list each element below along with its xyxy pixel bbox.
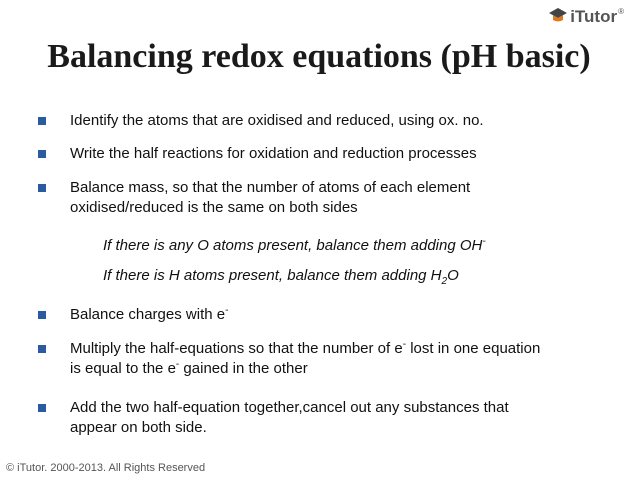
sub-text: If there is any O atoms present, balance them adding OH <box>103 237 483 254</box>
bullet-text-part: Multiply the half-equations so that the number of e <box>70 340 403 357</box>
bullet-text: Write the half reactions for oxidation and reduction processes <box>70 145 477 162</box>
bullet-text-part: Balance charges with e <box>70 306 226 323</box>
sub-subscript: 2 <box>441 276 448 287</box>
bullet-text <box>70 339 610 379</box>
bullet-text-line: Balance mass, so that the number of atoms of each element <box>70 179 471 196</box>
sub-text: If there is H atoms present, balance them adding H <box>103 267 442 284</box>
bullet-text: Identify the atoms that are oxidised and reduced, using ox. no. <box>70 112 484 129</box>
bullet-square-icon <box>38 184 46 192</box>
bullet-square-icon <box>38 345 46 353</box>
slide-title: Balancing redox equations (pH basic) <box>47 38 591 75</box>
bullet-square-icon <box>38 150 46 158</box>
logo-text: iTutor <box>570 7 618 26</box>
graduation-cap-icon <box>548 6 568 26</box>
bullet-square-icon <box>38 404 46 412</box>
bullet-item <box>38 398 608 438</box>
bullet-text-part: lost in one equation <box>406 340 541 357</box>
bullet-text-part: is equal to the e <box>70 360 176 377</box>
sub-superscript: - <box>482 236 486 247</box>
bullet-text <box>70 178 610 218</box>
logo-registered: ® <box>618 7 624 16</box>
sub-item <box>103 266 603 286</box>
bullet-superscript: - <box>175 359 180 370</box>
bullet-item <box>38 339 608 379</box>
bullet-text <box>70 305 610 325</box>
copyright-footer: © iTutor. 2000-2013. All Rights Reserved <box>6 462 206 474</box>
bullet-text <box>70 398 610 438</box>
itutor-logo <box>548 6 624 28</box>
bullet-square-icon <box>38 117 46 125</box>
bullet-text-part: gained in the other <box>179 360 308 377</box>
sub-text-post: O <box>447 267 459 284</box>
bullet-text-line: appear on both side. <box>70 419 207 436</box>
sub-item <box>103 236 603 256</box>
bullet-square-icon <box>38 311 46 319</box>
bullet-text-line: oxidised/reduced is the same on both sides <box>70 199 358 216</box>
bullet-text-line: Add the two half-equation together,cancel out any substances that <box>70 399 509 416</box>
bullet-superscript: - <box>402 339 407 350</box>
bullet-item <box>38 178 608 218</box>
bullet-superscript: - <box>225 305 229 316</box>
